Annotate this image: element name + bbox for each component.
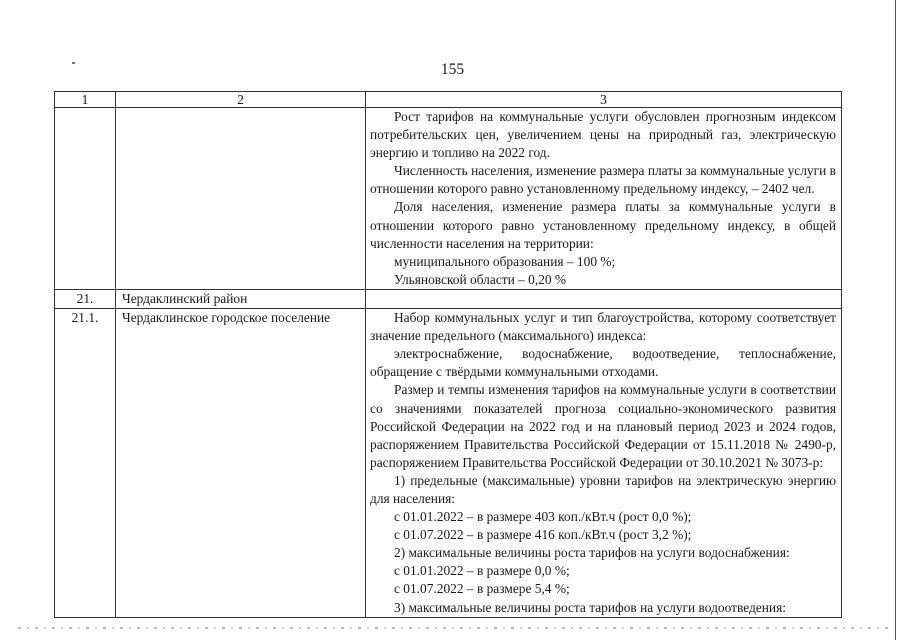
continuation-paragraph: Ульяновской области – 0,20 % xyxy=(394,271,567,287)
settlement-text-cell xyxy=(366,309,842,618)
settlement-paragraph: 3) максимальные величины роста тарифов на услуги водоотведения: xyxy=(394,599,786,615)
district-text-cell xyxy=(366,289,842,308)
settlement-paragraph: электроснабжение, водоснабжение, водоотведение, теплоснабжение, обращение с твёрдыми коммунальными отходами. xyxy=(370,346,836,380)
settlement-name: Чердаклинское городское поселение xyxy=(116,309,366,618)
scan-edge-noise xyxy=(18,627,888,629)
district-number: 21. xyxy=(55,289,116,308)
continuation-row xyxy=(55,108,842,290)
column-header-2: 2 xyxy=(116,92,366,108)
continuation-paragraphs xyxy=(370,108,836,289)
settlement-paragraphs xyxy=(370,309,836,617)
district-row xyxy=(55,289,842,308)
continuation-paragraph: Численность населения, изменение размера платы за коммунальные услуги в отношении которого равно установленному предельному индексу, – 2402 чел. xyxy=(370,163,836,197)
column-header-1: 1 xyxy=(55,92,116,108)
tariff-table xyxy=(54,91,842,618)
continuation-paragraph: Рост тарифов на коммунальные услуги обусловлен прогнозным индексом потребительских цен, увеличением цены на природный газ, электрическую энергию и топливо на 2022 год. xyxy=(370,109,836,161)
settlement-paragraph: с 01.01.2022 – в размере 0,0 %; xyxy=(394,563,570,579)
settlement-row xyxy=(55,309,842,618)
page-number: 155 xyxy=(440,61,465,78)
continuation-number-cell xyxy=(55,108,116,290)
continuation-text-cell xyxy=(366,108,842,290)
settlement-number: 21.1. xyxy=(55,309,116,618)
continuation-paragraph: муниципального образования – 100 %; xyxy=(394,253,616,269)
column-header-3: 3 xyxy=(366,92,842,108)
header-row xyxy=(55,92,842,108)
district-name: Чердаклинский район xyxy=(116,289,366,308)
settlement-paragraph: с 01.07.2022 – в размере 5,4 %; xyxy=(394,581,570,597)
continuation-name-cell xyxy=(116,108,366,290)
continuation-paragraph: Доля населения, изменение размера платы за коммунальные услуги в отношении которого равно установленному предельному индексу, в общей численности населения на территории: xyxy=(370,199,836,251)
settlement-paragraph: Размер и темпы изменения тарифов на коммунальные услуги в соответствии со значениями показателей прогноза социально-экономического развития Российской Федерации на 2022 год и на плановый период 2023 и 2024 годов, распоряжением Правительства Российской Федерации от 15.11.2018 № 2490-р, распоряжением Правительства Российской Федерации от 30.10.2021 № 3073-р: xyxy=(370,382,836,470)
settlement-paragraph: 2) максимальные величины роста тарифов на услуги водоснабжения: xyxy=(394,545,790,561)
settlement-paragraph: Набор коммунальных услуг и тип благоустройства, которому соответствует значение предельного (максимального) индекса: xyxy=(370,310,836,344)
settlement-paragraph: 1) предельные (максимальные) уровни тарифов на электрическую энергию для населения: xyxy=(370,472,836,506)
scan-border-line xyxy=(895,0,896,640)
settlement-paragraph: с 01.07.2022 – в размере 416 коп./кВт.ч (рост 3,2 %); xyxy=(394,527,692,543)
settlement-paragraph: с 01.01.2022 – в размере 403 коп./кВт.ч (рост 0,0 %); xyxy=(394,509,692,525)
